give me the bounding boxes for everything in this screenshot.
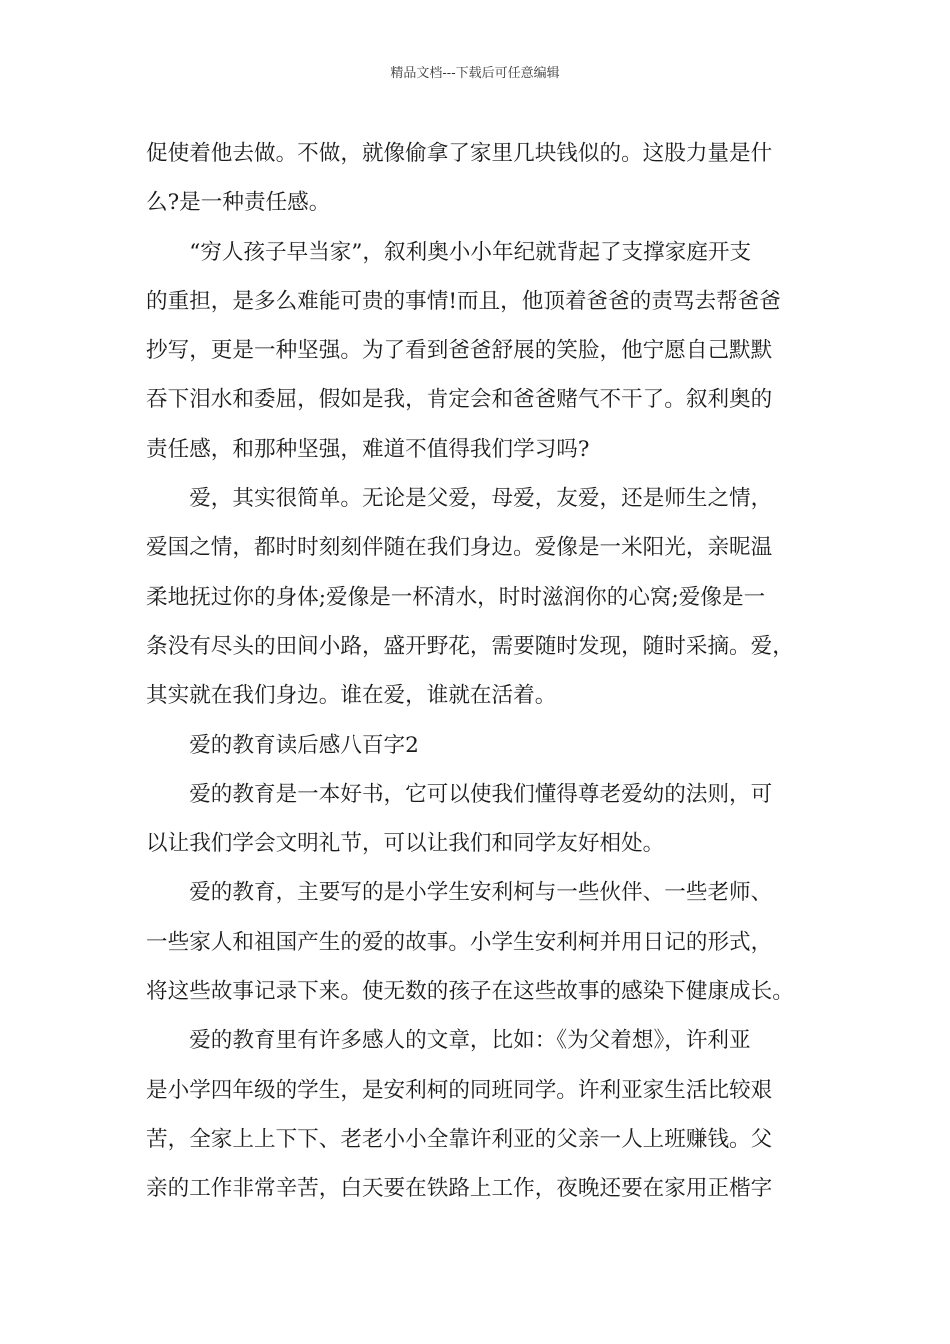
heading-text: 爱的教育读后感八百字2 <box>189 732 419 758</box>
paragraph-5 <box>146 868 818 1016</box>
text-line: 柔地抚过你的身体;爱像是一杯清水，时时滋润你的心窝;爱像是一 <box>146 584 766 610</box>
section-heading <box>146 721 818 770</box>
paragraph-1 <box>146 129 818 228</box>
text-line: 亲的工作非常辛苦，白天要在铁路上工作，夜晚还要在家用正楷字 <box>146 1176 773 1202</box>
text-line: 爱的教育里有许多感人的文章，比如：《为父着想》，许利亚 <box>189 1028 751 1054</box>
text-line: 抄写，更是一种坚强。为了看到爸爸舒展的笑脸，他宁愿自己默默 <box>146 338 773 364</box>
text-line: 么?是一种责任感。 <box>146 190 331 216</box>
paragraph-6 <box>146 1016 818 1213</box>
paragraph-4 <box>146 770 818 869</box>
text-line: 其实就在我们身边。谁在爱，谁就在活着。 <box>146 683 557 709</box>
text-line: 爱的教育，主要写的是小学生安利柯与一些伙伴、一些老师、 <box>189 880 773 906</box>
text-line: 是小学四年级的学生，是安利柯的同班同学。许利亚家生活比较艰 <box>146 1077 773 1103</box>
text-line: 一些家人和祖国产生的爱的故事。小学生安利柯并用日记的形式， <box>146 929 773 955</box>
text-line: 吞下泪水和委屈，假如是我，肯定会和爸爸赌气不干了。叙利奥的 <box>146 387 773 413</box>
text-line: 的重担，是多么难能可贵的事情!而且，他顶着爸爸的责骂去帮爸爸 <box>146 288 781 314</box>
text-line: 爱的教育是一本好书，它可以使我们懂得尊老爱幼的法则，可 <box>189 781 773 807</box>
text-line: 责任感，和那种坚强，难道不值得我们学习吗? <box>146 436 590 462</box>
document-body <box>146 129 818 1214</box>
text-line: 将这些故事记录下来。使无数的孩子在这些故事的感染下健康成长。 <box>146 979 794 1005</box>
text-line: 条没有尽头的田间小路，盛开野花，需要随时发现，随时采摘。爱， <box>146 633 794 659</box>
paragraph-2 <box>146 228 818 474</box>
page-header: 精品文档---下载后可任意编辑 <box>390 66 560 81</box>
text-line: 苦，全家上上下下、老老小小全靠许利亚的父亲一人上班赚钱。父 <box>146 1126 773 1152</box>
text-line: “穷人孩子早当家”，叙利奥小小年纪就背起了支撑家庭开支 <box>189 239 752 265</box>
text-line: 促使着他去做。不做，就像偷拿了家里几块钱似的。这股力量是什 <box>146 141 773 166</box>
text-line: 爱，其实很简单。无论是父爱，母爱，友爱，还是师生之情， <box>189 486 773 512</box>
text-line: 爱国之情，都时时刻刻伴随在我们身边。爱像是一米阳光，亲昵温 <box>146 535 773 561</box>
paragraph-3 <box>146 474 818 720</box>
text-line: 以让我们学会文明礼节，可以让我们和同学友好相处。 <box>146 831 665 857</box>
